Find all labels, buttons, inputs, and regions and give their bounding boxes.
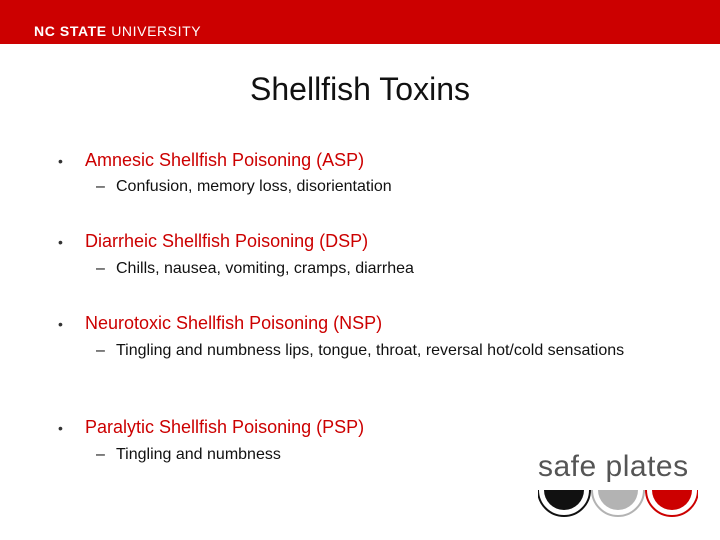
sub-bullet-text: Chills, nausea, vomiting, cramps, diarrhea	[116, 260, 414, 277]
sub-bullet-text: Confusion, memory loss, disorientation	[116, 178, 392, 195]
bullet-dsp	[58, 230, 368, 253]
bullet-psp	[58, 416, 364, 439]
black-plate-icon	[538, 490, 590, 516]
red-plate-icon	[646, 490, 698, 516]
bullet-heading: Amnesic Shellfish Poisoning (ASP)	[85, 150, 365, 170]
university-name-rest: UNIVERSITY	[106, 23, 202, 39]
bullet-asp	[58, 149, 364, 172]
bullet-dot: •	[58, 316, 63, 332]
sub-bullet-text: Tingling and numbness lips, tongue, throat, reversal hot/cold sensations	[116, 342, 625, 359]
sub-bullet-dash: –	[96, 446, 105, 463]
bullet-dot: •	[58, 420, 63, 436]
plates-icon	[538, 486, 698, 526]
bullet-heading: Neurotoxic Shellfish Poisoning (NSP)	[85, 313, 383, 333]
bullet-heading: Paralytic Shellfish Poisoning (PSP)	[85, 417, 365, 437]
slide-title: Shellfish Toxins	[250, 71, 470, 107]
bullet-heading: Diarrheic Shellfish Poisoning (DSP)	[85, 231, 369, 251]
sub-bullet-dash: –	[96, 260, 105, 277]
sub-bullet-text: Tingling and numbness	[116, 446, 281, 463]
safe-plates-logo-text: safe plates	[538, 450, 689, 483]
university-name-bold: NC STATE	[34, 23, 107, 39]
bullet-dot: •	[58, 153, 63, 169]
safe-plates-logo	[538, 450, 698, 520]
bullet-nsp	[58, 312, 382, 335]
bullet-dot: •	[58, 234, 63, 250]
sub-bullet-dsp	[96, 259, 666, 279]
gray-plate-icon	[592, 490, 644, 516]
sub-bullet-dash: –	[96, 178, 105, 195]
sub-bullet-dash: –	[96, 342, 105, 359]
sub-bullet-nsp	[96, 341, 666, 361]
sub-bullet-asp	[96, 177, 666, 197]
